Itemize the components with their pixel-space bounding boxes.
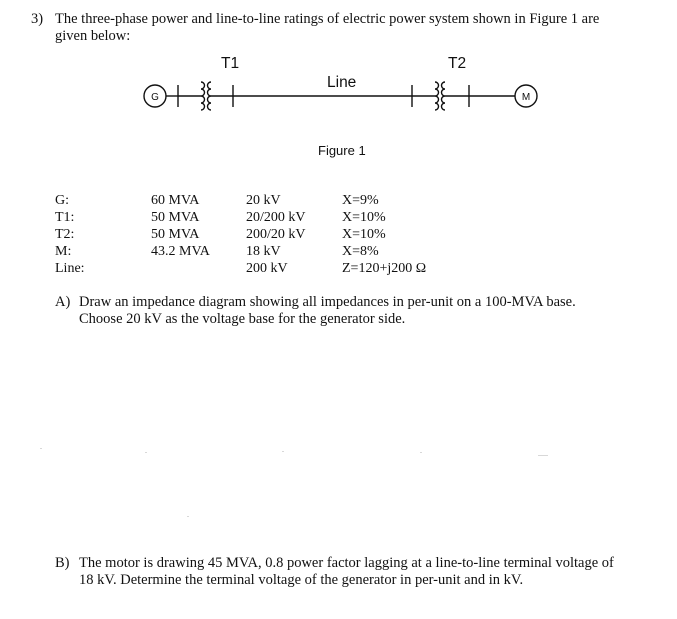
component-name: M: <box>55 244 72 259</box>
t2-secondary-coil <box>442 82 446 110</box>
t2-label: T2 <box>448 55 467 72</box>
kv-rating: 20/200 kV <box>246 210 306 225</box>
part-b-label: B) <box>55 555 70 571</box>
scan-speck <box>145 452 147 453</box>
t1-label: T1 <box>221 55 240 72</box>
t2-primary-coil <box>435 82 439 110</box>
scan-speck <box>538 455 548 456</box>
part-a-line1: Draw an impedance diagram showing all impedances in per-unit on a 100-MVA base. <box>79 294 576 310</box>
component-name: T1: <box>55 210 75 225</box>
reactance: X=10% <box>342 227 386 242</box>
mva-rating: 60 MVA <box>151 193 200 208</box>
scan-speck <box>282 451 284 452</box>
reactance: X=9% <box>342 193 379 208</box>
impedance: Z=120+j200 Ω <box>342 261 427 276</box>
scan-speck <box>420 452 422 453</box>
problem-intro-line2: given below: <box>55 28 131 44</box>
t1-secondary-coil <box>208 82 211 110</box>
reactance: X=8% <box>342 244 379 259</box>
problem-number: 3) <box>31 11 44 27</box>
line-label: Line <box>327 74 357 91</box>
part-b-line2: 18 kV. Determine the terminal voltage of the generator in per-unit and in kV. <box>79 572 524 588</box>
t1-primary-coil <box>201 82 205 110</box>
reactance: X=10% <box>342 210 386 225</box>
problem-intro-line1: The three-phase power and line-to-line ratings of electric power system shown in Figure 1 are <box>55 11 600 27</box>
component-name: Line: <box>55 261 85 276</box>
motor-symbol: M <box>521 92 531 103</box>
part-b-line1: The motor is drawing 45 MVA, 0.8 power factor lagging at a line-to-line terminal voltage of <box>79 555 614 571</box>
mva-rating: 50 MVA <box>151 227 200 242</box>
kv-rating: 20 kV <box>246 193 281 208</box>
figure-caption: Figure 1 <box>318 143 366 158</box>
scan-speck <box>187 516 189 517</box>
part-a-label: A) <box>55 294 71 310</box>
kv-rating: 200/20 kV <box>246 227 306 242</box>
kv-rating: 18 kV <box>246 244 281 259</box>
mva-rating: 43.2 MVA <box>151 244 210 259</box>
component-name: G: <box>55 193 69 208</box>
kv-rating: 200 kV <box>246 261 288 276</box>
part-a-line2: Choose 20 kV as the voltage base for the generator side. <box>79 311 406 327</box>
generator-symbol: G <box>151 92 159 103</box>
scan-speck <box>40 448 42 449</box>
component-name: T2: <box>55 227 75 242</box>
mva-rating: 50 MVA <box>151 210 200 225</box>
